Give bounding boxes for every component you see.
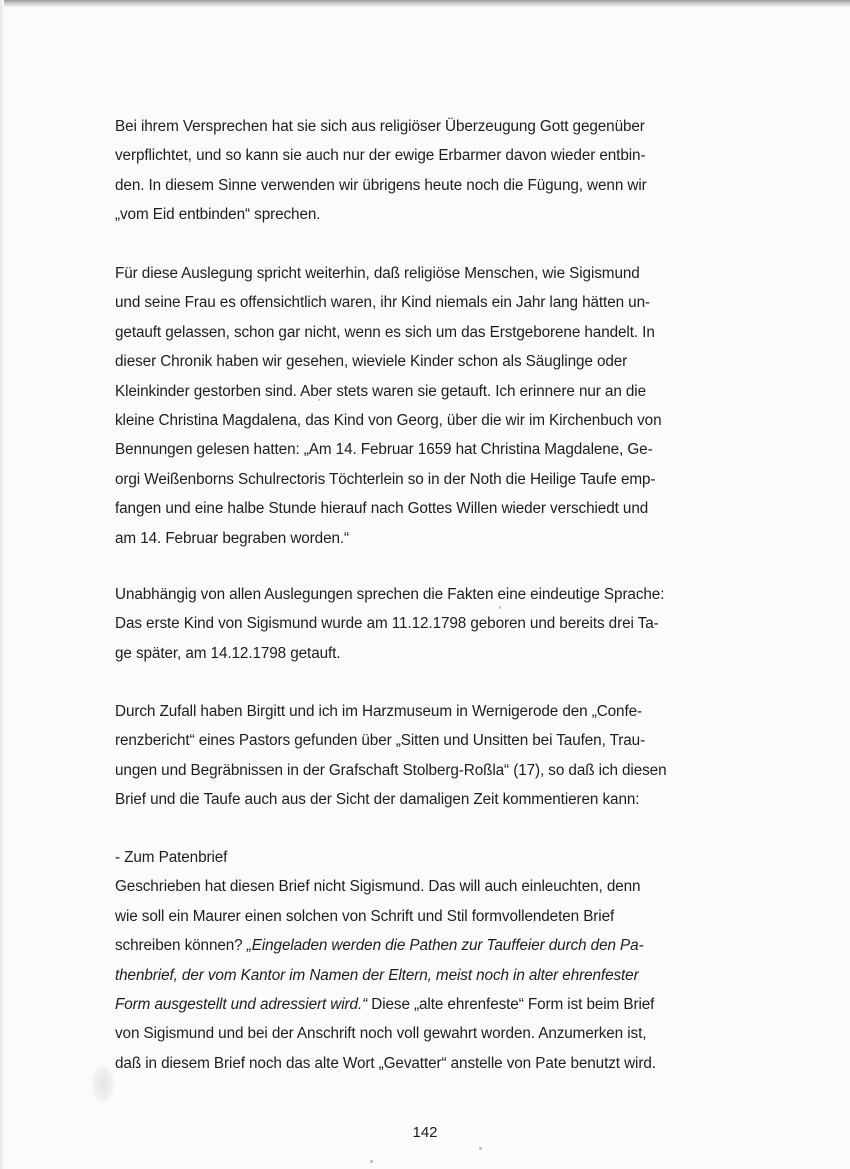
text-line	[115, 990, 727, 1019]
text-run: Geschrieben hat diesen Brief nicht Sigismund. Das will auch einleuchten, denn	[115, 878, 641, 896]
text-run: dieser Chronik haben wir gesehen, wieviele Kinder schon als Säuglinge oder	[115, 353, 628, 371]
text-run: und seine Frau es offensichtlich waren, ihr Kind niemals ein Jahr lang hätten un-	[115, 294, 650, 312]
text-line	[115, 406, 727, 435]
text-run: Brief und die Taufe auch aus der Sicht der damaligen Zeit kommentieren kann:	[115, 791, 640, 809]
text-line	[115, 1049, 727, 1078]
text-line	[115, 756, 727, 785]
text-line	[115, 639, 727, 668]
text-run: Kleinkinder gestorben sind. Aber stets waren sie getauft. Ich erinnere nur an die	[115, 382, 647, 400]
text-line	[115, 785, 727, 814]
text-run: wie soll ein Maurer einen solchen von Schrift und Stil formvollendeten Brief	[115, 907, 615, 925]
paragraph	[115, 580, 727, 668]
text-run: ge später, am 14.12.1798 getauft.	[115, 644, 341, 662]
text-run: den. In diesem Sinne verwenden wir übrigens heute noch die Fügung, wenn wir	[115, 176, 647, 194]
text-run: am 14. Februar begraben worden.“	[115, 529, 350, 547]
text-run: Durch Zufall haben Birgitt und ich im Harzmuseum in Wernigerode den „Confe-	[115, 703, 643, 720]
text-line	[115, 1019, 727, 1048]
paragraph	[115, 697, 727, 815]
paragraph	[115, 259, 727, 553]
text-line	[115, 609, 727, 638]
italic-quote-run: Form ausgestellt und adressiert wird.“	[115, 996, 368, 1014]
text-run: „vom Eid entbinden“ sprechen.	[115, 206, 321, 224]
page-number: 142	[412, 1124, 438, 1141]
text-run: Unabhängig von allen Auslegungen sprechen die Fakten eine eindeutige Sprache:	[115, 586, 665, 603]
text-line	[115, 435, 727, 464]
text-line	[115, 524, 727, 553]
text-run: Diese „alte ehrenfeste“ Form ist beim Brief	[367, 996, 655, 1014]
text-line	[115, 288, 727, 317]
text-run: fangen und eine halbe Stunde hierauf nach Gottes Willen wieder verschiedt und	[115, 500, 649, 518]
text-run: Bei ihrem Versprechen hat sie sich aus religiöser Überzeugung Gott gegenüber	[115, 118, 645, 135]
text-line	[115, 902, 727, 931]
text-line	[115, 872, 727, 901]
text-run: daß in diesem Brief noch das alte Wort „Gevatter“ anstelle von Pate benutzt wird.	[115, 1054, 656, 1072]
text-run: Das erste Kind von Sigismund wurde am 11.12.1798 geboren und bereits drei Ta-	[115, 615, 659, 633]
text-run: kleine Christina Magdalena, das Kind von Georg, über die wir im Kirchenbuch von	[115, 412, 662, 430]
text-line	[115, 697, 727, 726]
scan-shadow	[0, 0, 4, 1169]
text-run: Bennungen gelesen hatten: „Am 14. Februar 1659 hat Christina Magdalene, Ge-	[115, 441, 653, 459]
paragraph	[115, 112, 727, 230]
text-line	[115, 347, 727, 376]
text-line	[115, 141, 727, 170]
italic-quote-run: „Eingeladen werden die Pathen zur Tauffeier durch den Pa-	[246, 937, 644, 955]
text-run: schreiben können?	[115, 937, 247, 955]
text-line	[115, 726, 727, 755]
italic-quote-run: thenbrief, der vom Kantor im Namen der Eltern, meist noch in alter ehrenfester	[115, 966, 639, 984]
text-line	[115, 931, 727, 960]
text-run: von Sigismund und bei der Anschrift noch voll gewahrt worden. Anzumerken ist,	[115, 1025, 647, 1043]
text-line	[115, 171, 727, 200]
text-line	[115, 200, 727, 229]
text-run: - Zum Patenbrief	[115, 849, 228, 866]
text-line	[115, 465, 727, 494]
text-line	[115, 494, 727, 523]
text-line	[115, 377, 727, 406]
text-run: Für diese Auslegung spricht weiterhin, daß religiöse Menschen, wie Sigismund	[115, 265, 640, 282]
text-run: orgi Weißenborns Schulrectoris Töchterlein so in der Noth die Heilige Taufe emp-	[115, 470, 656, 488]
text-run: renzbericht“ eines Pastors gefunden über „Sitten und Unsitten bei Taufen, Trau-	[115, 732, 646, 750]
text-line	[115, 112, 727, 141]
scan-smudge	[92, 1066, 114, 1102]
scan-speck	[370, 1160, 373, 1163]
text-run: getauft gelassen, schon gar nicht, wenn es sich um das Erstgeborene handelt. In	[115, 323, 655, 341]
text-line	[115, 961, 727, 990]
text-line	[115, 843, 727, 872]
text-run: verpflichtet, und so kann sie auch nur der ewige Erbarmer davon wieder entbin-	[115, 147, 646, 165]
scan-edge	[0, 0, 850, 7]
scan-speck	[479, 1147, 482, 1150]
text-run: ungen und Begräbnissen in der Grafschaft Stolberg-Roßla“ (17), so daß ich diesen	[115, 761, 667, 779]
paragraph	[115, 843, 727, 1078]
text-line	[115, 580, 727, 609]
text-line	[115, 259, 727, 288]
text-line	[115, 318, 727, 347]
